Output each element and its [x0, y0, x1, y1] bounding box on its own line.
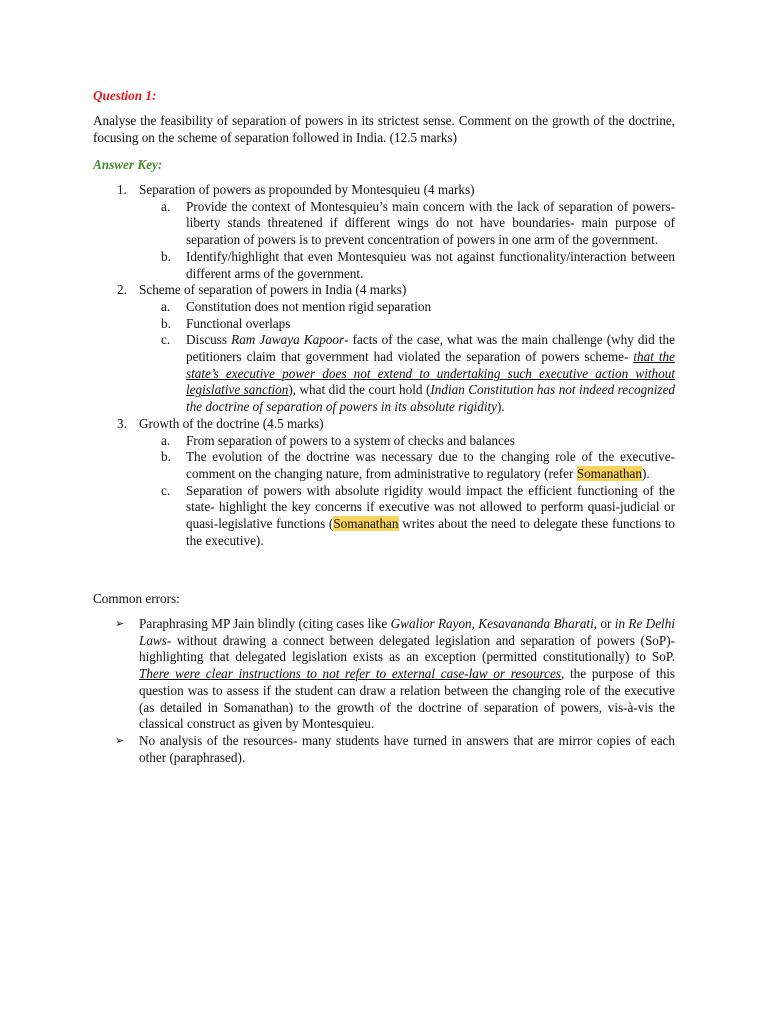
arrow-bullet-icon: ➢ [115, 733, 125, 747]
section-title: Scheme of separation of powers in India (4 marks) [139, 282, 407, 298]
list-item: ➢ Paraphrasing MP Jain blindly (citing cases like Gwalior Rayon, Kesavananda Bharati, or in Re Delhi Laws- without drawing a connect between delegated legislation and separation of powers (SoP)- highlighting that delegated legislation exists as an exception (permitted constitutionally) to SoP. There were clear instructions to not refer to external case-law or resources, the purpose of this question was to assess if the student can draw a relation between the changing role of the executive (as detailed in Somanathan) to the growth of the doctrine of separation of powers, vis-à-vis the classical construct as given by Montesquieu. [115, 616, 675, 732]
answer-key-list [93, 182, 675, 549]
list-item: ➢ No analysis of the resources- many students have turned in answers that are mirror copies of each other (paraphrased). [115, 732, 675, 765]
list-item: a. From separation of powers to a system of checks and balances [161, 432, 515, 448]
question-heading: Question 1: [93, 88, 157, 103]
list-item: c. Separation of powers with absolute rigidity would impact the efficient functioning of the state- highlight the key concerns if executive was not allowed to perform quasi-judicial or quasi-legislative functions (Somanathan writes about the need to delegate these functions to the executive). [161, 482, 675, 548]
common-errors-heading: Common errors: [93, 591, 180, 606]
common-errors-list [93, 616, 675, 766]
case-name: Ram Jawaya Kapoor [231, 332, 345, 348]
quoted-argument: that the state’s executive power does not extend to undertaking such executive action without legislative sanction [186, 349, 675, 398]
section-number: 3. [117, 415, 127, 431]
section-2 [93, 282, 675, 299]
answer-key-heading: Answer Key: [93, 157, 163, 172]
section-1 [93, 182, 675, 199]
highlighted-reference: Somanathan [333, 516, 399, 532]
list-item: b. The evolution of the doctrine was necessary due to the changing role of the executive- comment on the changing nature, from administrative to regulatory (refer Somanathan). [161, 449, 675, 481]
list-item: a. Constitution does not mention rigid separation [161, 298, 432, 314]
section-title: Growth of the doctrine (4.5 marks) [139, 415, 324, 431]
arrow-bullet-icon: ➢ [115, 617, 125, 630]
question-text: Analyse the feasibility of separation of powers in its strictest sense. Comment on the growth of the doctrine, focusing on the scheme of separation followed in India. (12.5 marks) [93, 113, 675, 145]
list-item: a. Provide the context of Montesquieu’s main concern with the lack of separation of powers- liberty stands threatened if different wings do not have boundaries- main purpose of separation of powers is to prevent concentration of powers in one arm of the government. [161, 198, 675, 248]
list-item: b. Functional overlaps [161, 315, 291, 331]
section-3 [93, 416, 675, 433]
section-number: 2. [117, 282, 127, 298]
instruction-note: There were clear instructions to not refer to external case-law or resources [139, 666, 562, 682]
list-item: b. Identify/highlight that even Montesquieu was not against functionality/interaction between different arms of the government. [161, 248, 675, 281]
section-title: Separation of powers as propounded by Montesquieu (4 marks) [139, 182, 475, 197]
court-holding: Indian Constitution has not indeed recognized the doctrine of separation of powers in its absolute rigidity [186, 382, 676, 415]
section-number: 1. [117, 182, 127, 197]
highlighted-reference: Somanathan [576, 465, 642, 481]
list-item: c. Discuss Ram Jawaya Kapoor- facts of the case, what was the main challenge (why did the petitioners claim that government had violated the separation of powers scheme- that the state’s executive power does not extend to undertaking such executive action without legislative sanction), what did the court hold (Indian Constitution has not indeed recognized the doctrine of separation of powers in its absolute rigidity). [161, 332, 676, 415]
